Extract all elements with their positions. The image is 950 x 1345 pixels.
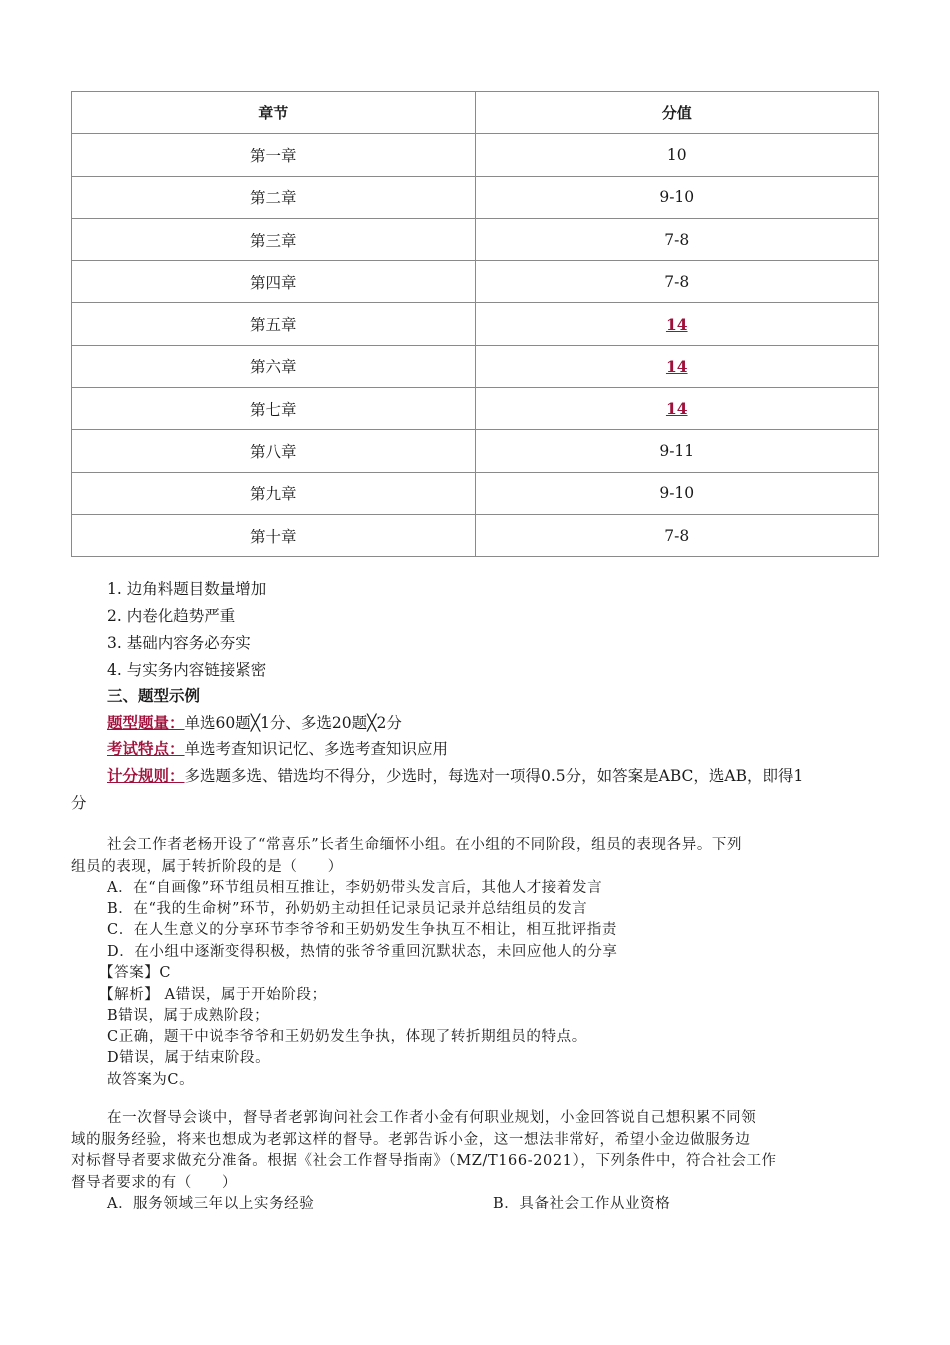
chapter-cell: 第二章 [72,176,476,218]
info-rule-line [107,764,803,786]
question1-stem: 社会工作者老杨开设了“常喜乐”长者生命缅怀小组。在小组的不同阶段，组员的表现各异。下列 [107,837,743,853]
question1-analysis-b: B错误，属于成熟阶段； [107,1008,270,1024]
feature-label: 考试特点： [107,740,185,758]
chapter-cell: 第一章 [72,134,476,176]
table-row [72,134,879,176]
score-cell-highlight: 14 [475,388,879,430]
table-row [72,303,879,345]
chapter-cell: 第六章 [72,345,476,387]
table-row [72,514,879,556]
question2-stem-continued: 对标督导者要求做充分准备。根据《社会工作督导指南》（MZ/T166-2021），下列条件中，符合社会工作 [71,1153,777,1169]
score-cell: 7-8 [475,514,879,556]
section-title: 三、题型示例 [107,687,201,705]
chapter-cell: 第三章 [72,218,476,260]
trend-item: 3. 基础内容务必夯实 [107,634,251,652]
chapter-cell: 第九章 [72,472,476,514]
table-row [72,388,879,430]
score-table [71,91,879,557]
question2-stem-continued: 督导者要求的有（ ） [71,1175,238,1191]
score-cell: 9-10 [475,176,879,218]
score-cell: 7-8 [475,261,879,303]
score-cell: 7-8 [475,218,879,260]
score-cell: 10 [475,134,879,176]
chapter-cell: 第五章 [72,303,476,345]
question2-stem: 在一次督导会谈中，督导者老郭询问社会工作者小金有何职业规划，小金回答说自己想积累不同领 [107,1110,757,1126]
table-row [72,176,879,218]
header-chapter: 章节 [72,92,476,134]
question1-stem-continued: 组员的表现，属于转折阶段的是（ ） [71,859,343,875]
info-feature-line [107,737,448,759]
question1-conclusion: 故答案为C。 [107,1072,195,1088]
chapter-cell: 第十章 [72,514,476,556]
type-label: 题型题量： [107,714,185,732]
question2-option-b: B．具备社会工作从业资格 [493,1196,671,1212]
question1-analysis-d: D错误，属于结束阶段。 [107,1050,271,1066]
rule-text-continued: 分 [71,794,87,812]
question1-option-b: B．在“我的生命树”环节，孙奶奶主动担任记录员记录并总结组员的发言 [107,901,588,917]
table-row [72,430,879,472]
score-cell-highlight: 14 [475,345,879,387]
type-text: 单选60题╳1分、多选20题╳2分 [184,714,402,732]
question1-answer: 【答案】C [99,965,172,981]
trend-item: 1. 边角料题目数量增加 [107,580,267,598]
rule-text: 多选题多选、错选均不得分，少选时，每选对一项得0.5分，如答案是ABC，选AB，即得1 [184,767,804,785]
table-header-row [72,92,879,134]
info-type-line [107,711,402,733]
table-row [72,345,879,387]
table-row [72,261,879,303]
question1-option-c: C．在人生意义的分享环节李爷爷和王奶奶发生争执互不相让，相互批评指责 [107,922,617,938]
chapter-cell: 第七章 [72,388,476,430]
question1-analysis: 【解析】 A错误，属于开始阶段； [99,987,327,1003]
chapter-cell: 第八章 [72,430,476,472]
score-cell-highlight: 14 [475,303,879,345]
chapter-cell: 第四章 [72,261,476,303]
table-row [72,472,879,514]
question2-option-a: A．服务领域三年以上实务经验 [107,1196,315,1212]
question2-stem-continued: 域的服务经验，将来也想成为老郭这样的督导。老郭告诉小金，这一想法非常好，希望小金边做服务边 [71,1132,751,1148]
rule-label: 计分规则： [107,767,185,785]
trend-item: 2. 内卷化趋势严重 [107,607,236,625]
table-row [72,218,879,260]
score-cell: 9-10 [475,472,879,514]
score-cell: 9-11 [475,430,879,472]
feature-text: 单选考查知识记忆、多选考查知识应用 [184,740,449,758]
header-score: 分值 [475,92,879,134]
trend-item: 4. 与实务内容链接紧密 [107,661,267,679]
question1-option-d: D．在小组中逐渐变得积极，热情的张爷爷重回沉默状态，未回应他人的分享 [107,944,618,960]
question1-option-a: A．在“自画像”环节组员相互推让，李奶奶带头发言后，其他人才接着发言 [107,880,603,896]
question1-analysis-c: C正确，题干中说李爷爷和王奶奶发生争执，体现了转折期组员的特点。 [107,1029,587,1045]
